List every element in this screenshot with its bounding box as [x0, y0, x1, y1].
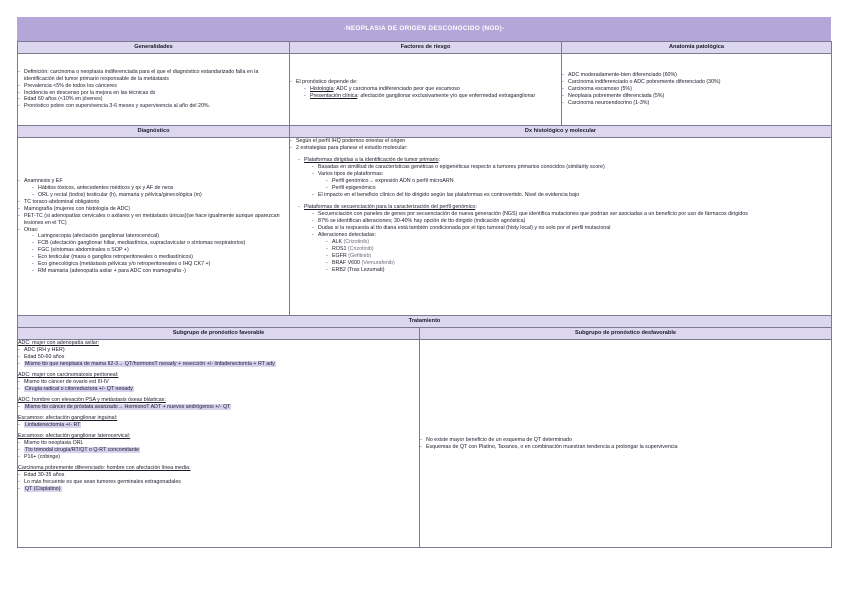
- list-item: - Laringoscopia (afectación ganglionar laterocervical): [32, 233, 289, 240]
- list-item: - 2 estrategias para planear el estudio molecular:: [290, 145, 831, 152]
- list-item: - Perfil epigenómico: [326, 185, 831, 192]
- plat1-title: Plataformas dirigidas a la identificación de tumor primario: [304, 156, 439, 163]
- list-item: - Definición: carcinoma o neoplasia indiferenciada para el que el diagnóstico estandarizado falla en la identificación del tumor primario responsable de la metástasis: [18, 69, 289, 83]
- block-title: Escamoso: afectación ganglionar inguinal:: [18, 414, 118, 421]
- list-item: - Mismo tto neoplasia ORL: [18, 440, 419, 447]
- presentacion-text: : afectación ganglionar exclusivamente y/o que enfermedad extraganglionar: [357, 92, 536, 99]
- list-item: [326, 239, 831, 246]
- favorable-block: [18, 340, 419, 368]
- list-item: [312, 232, 831, 274]
- drug-name: (Gefitinib): [348, 252, 372, 259]
- list-item: - TC toraco-abdominal obligatorio: [18, 199, 289, 206]
- document-page: [17, 17, 831, 583]
- generalidades-list: [18, 69, 289, 111]
- list-item: - Mamografía (mujeres con histología de ADC): [18, 206, 289, 213]
- factores-header: Factores de riesgo: [290, 42, 562, 54]
- gene-name: ERB2: [332, 266, 346, 273]
- list-item: [18, 178, 289, 199]
- drug-name: (Tras Lezumab): [347, 266, 385, 273]
- block-list: [18, 440, 419, 461]
- gene-name: ROS1: [332, 245, 347, 252]
- list-item: [304, 93, 561, 100]
- plat1-sublist: [304, 164, 831, 199]
- list-item: - ADC (RH y HER): [18, 347, 419, 354]
- block-list: [18, 379, 419, 393]
- favorable-block: [18, 397, 419, 411]
- dxhisto-cell: [290, 138, 832, 316]
- block-list: [18, 422, 419, 429]
- block-list: [18, 347, 419, 368]
- plat1-item-text: Varios tipos de plataformas:: [318, 170, 384, 177]
- list-item: - PET-TC (si adenopatías cervicales o axilares y en metástasis únicas)(se hace igualmente aunque aparezcan lesiones en el TC): [18, 213, 289, 227]
- list-item: - RM mamaria (adenopatía axilar + para ADC con mamografía -): [32, 268, 289, 275]
- list-item: - Pronóstico pobre con supervivencia 3-6 meses y supervivencia al año del 20%.: [18, 103, 289, 110]
- list-item: - Carcinoma neuroendocrino (1-3%): [562, 100, 831, 107]
- list-item: - 87% se identifican alteraciones; 30-40% hay opción de tto dirigido (indicación agnóstica): [312, 218, 831, 225]
- list-item: - FCB (afectación ganglionar hiliar, mediastínica, supraclavicular o síntomas respiratorios): [32, 240, 289, 247]
- list-item: - Plataformas dirigidas a la identificación de tumor primario: - Basadas en similitud de características genéticas o epigenéticas respecto a tumores primarios conocidos (similarity score) - Varios tipos de plataformas: - Perfil genómico→ expresión ADN o perfil microARN - Perfil epigenómico - El impacto en el beneficio clínico del tto dirigido según las plataformas es controvertido. Nivel de evidencia bajo: [298, 157, 831, 199]
- desfavorable-header: Subgrupo de pronóstico desfavorable: [420, 328, 832, 340]
- plat2-title: Plataformas de secuenciación para la caracterización del perfil genómico: [304, 203, 476, 210]
- diagnosis-table: [17, 125, 832, 316]
- factores-list: [290, 79, 561, 100]
- list-item: [18, 447, 419, 454]
- diag-sublist: [24, 185, 289, 199]
- generalidades-header: Generalidades: [18, 42, 290, 54]
- list-item: - No existe mayor beneficio de un esquema de QT determinado: [420, 437, 831, 444]
- list-item: [304, 86, 561, 93]
- block-title: Escamoso: afectación ganglionar laterocervical:: [18, 432, 131, 439]
- list-item: [18, 386, 419, 393]
- plat1-types: [318, 178, 831, 192]
- highlight-text: Mismo tto cáncer de próstata avanzado→ HormonoT ADT + nuevos andrógenos +/- QT: [25, 403, 231, 410]
- factores-cell: [290, 54, 562, 126]
- plataformas-list: [290, 157, 831, 274]
- favorable-header: Subgrupo de pronóstico favorable: [18, 328, 420, 340]
- diagnostico-header: Diagnóstico: [18, 126, 290, 138]
- alteraciones-list: [318, 239, 831, 274]
- block-list: [18, 404, 419, 411]
- block-title: ADC: hombre con elevación PSA y metástasis óseas blásticas:: [18, 396, 166, 403]
- block-title: Carcinoma pobremente diferenciado: hombre con afectación línea media:: [18, 464, 191, 471]
- diag-item-text: Otras:: [24, 226, 39, 233]
- plat2-sublist: [304, 211, 831, 274]
- list-item: - El impacto en el beneficio clínico del tto dirigido según las plataformas es controvertido. Nivel de evidencia bajo: [312, 192, 831, 199]
- list-item: [326, 246, 831, 253]
- highlight-text: QT (Cisplatino): [25, 485, 61, 492]
- list-item: [326, 267, 831, 274]
- diag-sublist: [24, 233, 289, 275]
- diagnostico-list: [18, 178, 289, 276]
- list-item: - ORL y rectal (todos) testicular (h), mamaria y pélvica/ginecológica (m): [32, 192, 289, 199]
- list-item: - ADC moderadamente-bien diferenciado (60%): [562, 72, 831, 79]
- favorable-block: [18, 415, 419, 429]
- tratamiento-table: [17, 315, 832, 548]
- generalidades-cell: [18, 54, 290, 126]
- list-item: - Hábitos tóxicos, antecedentes médicos y qx y AF de neos: [32, 185, 289, 192]
- favorable-block: [18, 465, 419, 493]
- factores-sublist: [296, 86, 561, 100]
- gene-name: BRAF V600: [332, 259, 360, 266]
- block-title: ADC: mujer con carcinomatosis peritoneal:: [18, 371, 119, 378]
- list-item: - Edad 50-60 años: [18, 354, 419, 361]
- list-item: - Edad 30-35 años: [18, 472, 419, 479]
- block-list: [18, 472, 419, 493]
- presentacion-label: Presentación clínica: [310, 92, 358, 99]
- list-item: - Neoplasia pobremente diferenciada (5%): [562, 93, 831, 100]
- list-item: [18, 227, 289, 276]
- list-item: - Mismo tto cáncer de ovario est III-IV: [18, 379, 419, 386]
- list-item: [290, 79, 561, 100]
- list-item: - Lo más frecuente es que sean tumores germinales extragonadales: [18, 479, 419, 486]
- gene-name: ALK: [332, 238, 343, 245]
- list-item: [326, 253, 831, 260]
- list-item: - Carcinoma escamoso (5%): [562, 86, 831, 93]
- list-item: [312, 171, 831, 192]
- page-title: -NEOPLASIA DE ORIGEN DESCONOCIDO (NOD)-: [17, 17, 831, 41]
- desfavorable-list: [420, 437, 831, 451]
- highlight-text: Tto trimodal cirugía/RT/QT o Q-RT concomitante: [25, 446, 140, 453]
- highlight-text: Mismo tto que neoplasia de mama II2-3→ QT/hormonoT neoady + resección +/- linfadenectomía + RT ady: [25, 360, 275, 367]
- histologia-text: : ADC y carcinoma indiferenciado peor que escamoso: [333, 86, 460, 92]
- diag-item-text: Anamnesis y EF: [24, 177, 63, 184]
- block-title: ADC: mujer con adenopatía axilar:: [18, 340, 99, 346]
- factores-intro: El pronóstico depende de:: [296, 79, 358, 86]
- list-item: - Edad 60 años (<10% en jóvenes): [18, 96, 289, 103]
- favorable-block: [18, 372, 419, 393]
- drug-name: (Vemurafenib): [361, 259, 395, 266]
- favorable-cell: [18, 340, 420, 548]
- list-item: [18, 361, 419, 368]
- anatomia-list: [562, 72, 831, 107]
- drug-name: (Crizotinib): [347, 245, 374, 252]
- list-item: - Según el perfil IHQ podemos orientar el origen: [290, 138, 831, 145]
- diagnostico-cell: [18, 138, 290, 316]
- list-item: - Eco testicular (masa o ganglios retroperitoneales o mediastínicos): [32, 254, 289, 261]
- list-item: - Carcinoma indiferenciado o ADC pobremente diferenciado (30%): [562, 79, 831, 86]
- favorable-block: [18, 433, 419, 461]
- list-item: - Esquemas de QT con Platino, Taxanos, o en combinación muestran tendencia a prolongar la supervivencia: [420, 444, 831, 451]
- list-item: - Eco ginecológica (metástasis pélvicas y/o retroperitoneales o IHQ CK7 +): [32, 261, 289, 268]
- list-item: - Secuenciación con paneles de genes por secuenciación de nueva generación (NGS) que identifica mutaciones que podrían ser asociadas a un beneficio por uso de fármacos dirigidos: [312, 211, 831, 218]
- list-item: [326, 260, 831, 267]
- drug-name: (Crizotinib): [343, 238, 370, 245]
- list-item: [18, 422, 419, 429]
- list-item: - Incidencia en descenso por la mejora en las técnicas dx: [18, 90, 289, 97]
- highlight-text: Linfadenectomía +/- RT: [25, 421, 81, 428]
- list-item: [18, 404, 419, 411]
- alteraciones-label: Alteraciones detectadas:: [318, 231, 377, 238]
- list-item: [18, 486, 419, 493]
- dxhisto-list: [290, 138, 831, 152]
- list-item: - Basadas en similitud de características genéticas o epigenéticas respecto a tumores primarios conocidos (similarity score): [312, 164, 831, 171]
- desfavorable-cell: [420, 340, 832, 548]
- list-item: - P16+ (cribinge): [18, 454, 419, 461]
- overview-table: [17, 41, 832, 126]
- list-item: - Prevalencia <5% de todos los cánceres: [18, 83, 289, 90]
- dxhisto-header: Dx histológico y molecular: [290, 126, 832, 138]
- list-item: - Plataformas de secuenciación para la caracterización del perfil genómico: - Secuenciación con paneles de genes por secuenciación de nueva generación (NGS) que identifica mutaciones que podrían ser asociadas a un beneficio por uso de fármacos dirigidos - 87% se identifican alteraciones; 30-40% hay opción de tto dirigido (indicación agnóstica) - Dudas si la respuesta al tto diana está también condicionada por el tipo tumoral (histy local) y no solo por el perfil mutacional - Alteraciones detectadas: - ALK (Crizotinib) - ROS1 (Crizotinib) - EGFR (Gefitinib) - BRAF V600 (Vemurafenib) - ERB2 (Tras Lezumab): [298, 204, 831, 274]
- highlight-text: Cirugía radical o citorreductora +/- QT neoady: [25, 385, 133, 392]
- anatomia-cell: [562, 54, 832, 126]
- tratamiento-header: Tratamiento: [18, 316, 832, 328]
- gene-name: EGFR: [332, 252, 347, 259]
- histologia-label: Histología: [310, 86, 334, 92]
- anatomia-header: Anatomía patológica: [562, 42, 832, 54]
- list-item: - Perfil genómico→ expresión ADN o perfil microARN: [326, 178, 831, 185]
- list-item: - Dudas si la respuesta al tto diana está también condicionada por el tipo tumoral (histy local) y no solo por el perfil mutacional: [312, 225, 831, 232]
- list-item: - FGC (síntomas abdominales o SOP +): [32, 247, 289, 254]
